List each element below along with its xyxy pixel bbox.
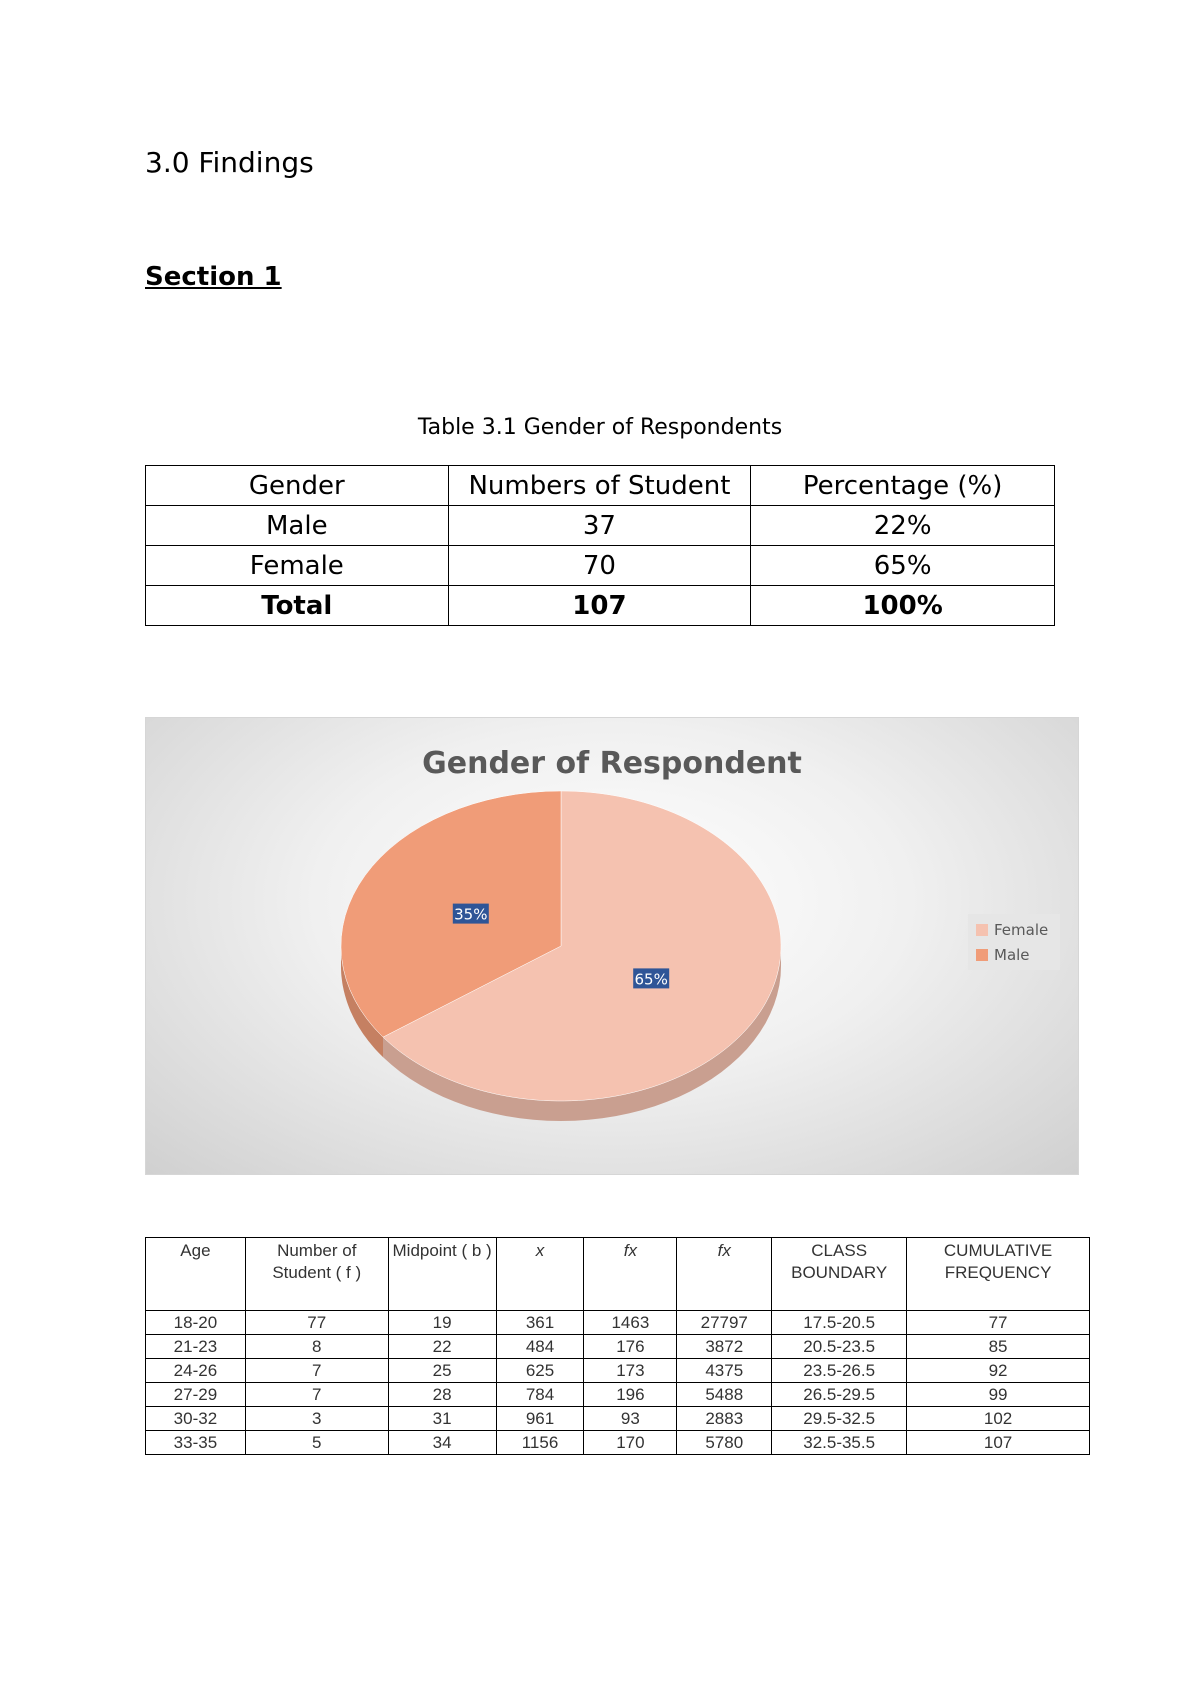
- gender-pie-chart: [145, 717, 1079, 1175]
- table-cell: 20.5-23.5: [772, 1335, 907, 1359]
- table-row: [146, 1311, 1090, 1335]
- table-row: [146, 1359, 1090, 1383]
- legend-swatch-male: [976, 949, 988, 961]
- table-cell: 5: [245, 1431, 388, 1455]
- table-cell: 784: [496, 1383, 584, 1407]
- table-cell: 19: [388, 1311, 496, 1335]
- gender-table-header-row: [146, 466, 1055, 506]
- table-cell: 33-35: [146, 1431, 246, 1455]
- age-table-body: [146, 1311, 1090, 1455]
- section-title: Section 1: [145, 262, 282, 292]
- table-cell: 28: [388, 1383, 496, 1407]
- table-cell: 25: [388, 1359, 496, 1383]
- age-header-cell: CUMULATIVE FREQUENCY: [907, 1238, 1090, 1311]
- table-cell: Total: [146, 586, 449, 626]
- table-cell: 8: [245, 1335, 388, 1359]
- age-header-cell: CLASS BOUNDARY: [772, 1238, 907, 1311]
- table-cell: 3: [245, 1407, 388, 1431]
- table-cell: 176: [584, 1335, 677, 1359]
- table-row: [146, 1407, 1090, 1431]
- table-row: [146, 1431, 1090, 1455]
- legend-label-female: Female: [994, 921, 1049, 939]
- age-header-cell: Midpoint ( b ): [388, 1238, 496, 1311]
- header-cell: Percentage (%): [751, 466, 1055, 506]
- table-row: [146, 546, 1055, 586]
- table-cell: 18-20: [146, 1311, 246, 1335]
- table-cell: 1156: [496, 1431, 584, 1455]
- table-cell: 1463: [584, 1311, 677, 1335]
- table-row: [146, 506, 1055, 546]
- age-table-header-row: [146, 1238, 1090, 1311]
- table-cell: 21-23: [146, 1335, 246, 1359]
- chart-legend: [968, 914, 1060, 970]
- table-cell: 196: [584, 1383, 677, 1407]
- table-cell: 22: [388, 1335, 496, 1359]
- table-cell: Male: [146, 506, 449, 546]
- table-cell: 32.5-35.5: [772, 1431, 907, 1455]
- age-header-cell: Number of Student ( f ): [245, 1238, 388, 1311]
- age-header-cell: x: [496, 1238, 584, 1311]
- table-cell: 484: [496, 1335, 584, 1359]
- table-cell: 70: [448, 546, 751, 586]
- table-cell: 30-32: [146, 1407, 246, 1431]
- table-cell: 107: [907, 1431, 1090, 1455]
- legend-swatch-female: [976, 924, 988, 936]
- header-cell: Gender: [146, 466, 449, 506]
- table-cell: 99: [907, 1383, 1090, 1407]
- table-row: [146, 1335, 1090, 1359]
- table-cell: 17.5-20.5: [772, 1311, 907, 1335]
- table-cell: 31: [388, 1407, 496, 1431]
- pie-chart-svg: [146, 718, 1078, 1174]
- table-cell: 34: [388, 1431, 496, 1455]
- table-row: [146, 1383, 1090, 1407]
- table-cell: 37: [448, 506, 751, 546]
- table-cell: 65%: [751, 546, 1055, 586]
- table-cell: 3872: [677, 1335, 772, 1359]
- age-header-cell: fx: [584, 1238, 677, 1311]
- table-cell: 961: [496, 1407, 584, 1431]
- table-cell: 22%: [751, 506, 1055, 546]
- table-cell: 92: [907, 1359, 1090, 1383]
- table-cell: 26.5-29.5: [772, 1383, 907, 1407]
- table-cell: 5488: [677, 1383, 772, 1407]
- table-cell: 27-29: [146, 1383, 246, 1407]
- table-cell: 77: [245, 1311, 388, 1335]
- data-label-male: 35%: [454, 905, 488, 924]
- table-cell: 4375: [677, 1359, 772, 1383]
- table-cell: 27797: [677, 1311, 772, 1335]
- table-cell: 93: [584, 1407, 677, 1431]
- table-cell: 7: [245, 1359, 388, 1383]
- table-cell: 102: [907, 1407, 1090, 1431]
- table-cell: 29.5-32.5: [772, 1407, 907, 1431]
- table-cell: 2883: [677, 1407, 772, 1431]
- table-caption: Table 3.1 Gender of Respondents: [417, 415, 783, 440]
- table-cell: 23.5-26.5: [772, 1359, 907, 1383]
- table-cell: 170: [584, 1431, 677, 1455]
- pie-slices-group: [341, 791, 781, 1121]
- table-cell: 107: [448, 586, 751, 626]
- legend-label-male: Male: [994, 946, 1030, 964]
- gender-table: [145, 465, 1055, 626]
- table-cell: 361: [496, 1311, 584, 1335]
- age-header-cell: fx: [677, 1238, 772, 1311]
- data-label-female: 65%: [634, 970, 668, 989]
- total-row: [146, 586, 1055, 626]
- table-cell: 5780: [677, 1431, 772, 1455]
- table-cell: 173: [584, 1359, 677, 1383]
- age-header-cell: Age: [146, 1238, 246, 1311]
- table-cell: 77: [907, 1311, 1090, 1335]
- table-cell: 7: [245, 1383, 388, 1407]
- table-cell: 24-26: [146, 1359, 246, 1383]
- table-cell: 625: [496, 1359, 584, 1383]
- age-frequency-table: [145, 1237, 1090, 1455]
- findings-heading: 3.0 Findings: [145, 146, 314, 179]
- table-cell: Female: [146, 546, 449, 586]
- table-cell: 85: [907, 1335, 1090, 1359]
- header-cell: Numbers of Student: [448, 466, 751, 506]
- chart-title: Gender of Respondent: [422, 746, 802, 781]
- table-cell: 100%: [751, 586, 1055, 626]
